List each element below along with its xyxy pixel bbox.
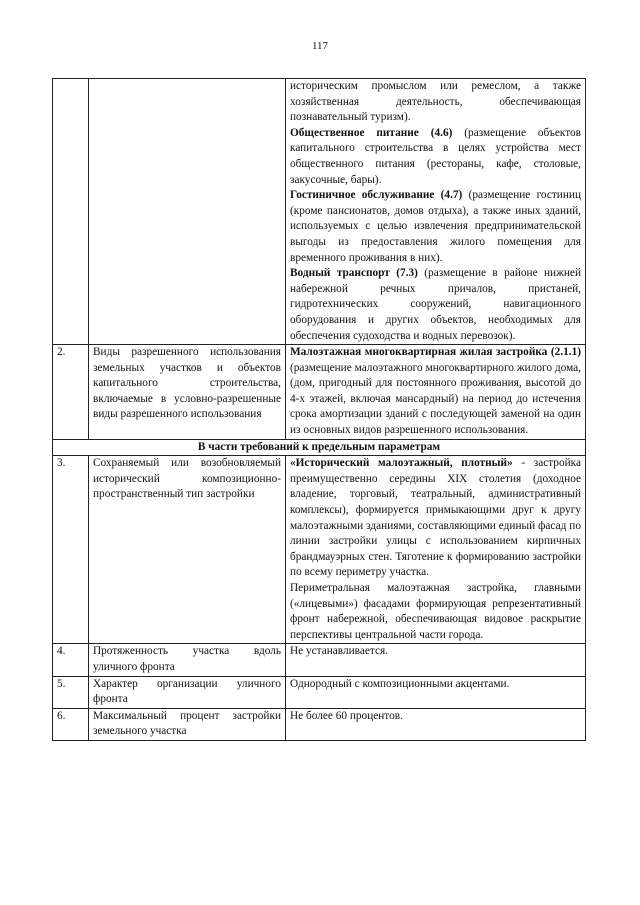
row-description: Не более 60 процентов. [286,708,586,740]
row-number: 3. [53,456,89,644]
table-row [53,644,586,676]
paragraph: историческим промыслом или ремеслом, а также хозяйственная деятельность, обеспечивающая познавательный туризм). [290,80,581,124]
row-name: Виды разрешенного использования земельных участков и объектов капитального строительства, включаемые в условно-разрешенные виды разрешенного использования [89,345,286,440]
section-heading: В части требований к предельным параметрам [53,439,586,456]
bold-term: «Исторический малоэтажный, плотный» [290,457,513,470]
requirements-table [52,78,586,741]
term-text: (размещение объектов капитального строительства в целях устройства мест общественного питания (рестораны, кафе, столовые, закусочные, бары). [290,126,581,186]
table-row [53,79,586,345]
row-description [286,345,586,440]
term-text: (размещение малоэтажного многоквартирного жилого дома, (дом, пригодный для постоянного проживания, высотой до 4-х этажей, включая мансардный) на период до истечения срока амортизации зданий с последующей заменой на один из основных видов разрешенного использования. [290,361,581,437]
row-number: 2. [53,345,89,440]
table-row [53,676,586,708]
row-number [53,79,89,345]
bold-term: Водный транспорт (7.3) [290,267,418,280]
row-name: Характер организации уличного фронта [89,676,286,708]
row-name [89,79,286,345]
term-text: (размещение в районе нижней набережной речных причалов, пристаней, гидротехнических сооружений, навигационного оборудования и других объектов, необходимых для обеспечения судоходства и водных перевозок). [290,267,581,342]
row-number: 4. [53,644,89,676]
paragraph [290,266,581,344]
row-name: Максимальный процент застройки земельного участка [89,708,286,740]
term-text: (размещение гостиниц (кроме пансионатов, домов отдыха), а также иных зданий, используемых с целью извлечения предпринимательской выгоды из предоставления жилого помещения для временного проживания в них). [290,189,581,264]
bold-term: Гостиничное обслуживание (4.7) [290,189,463,202]
bold-term: Малоэтажная многоквартирная жилая застройка (2.1.1) [290,346,581,359]
table-row [53,708,586,740]
paragraph [290,456,581,581]
row-description [286,456,586,644]
row-number: 5. [53,676,89,708]
paragraph [290,126,581,188]
row-name: Сохраняемый или возобновляемый исторический композиционно-пространственный тип застройки [89,456,286,644]
row-name: Протяженность участка вдоль уличного фронта [89,644,286,676]
row-description [286,79,586,345]
row-number: 6. [53,708,89,740]
row-description: Однородный с композиционными акцентами. [286,676,586,708]
table-row [53,345,586,440]
row-description: Не устанавливается. [286,644,586,676]
bold-term: Общественное питание (4.6) [290,126,453,139]
table-row [53,456,586,644]
paragraph: Периметральная малоэтажная застройка, главными («лицевыми») фасадами формирующая репрезентативный фронт набережной, обеспечивающая видовое раскрытие перспективы центральной части города. [290,582,581,641]
page-number: 117 [311,40,329,52]
section-heading-row [53,439,586,456]
paragraph [290,188,581,266]
paragraph [290,345,581,439]
term-text: - застройка преимущественно середины XIX столетия (доходное владение, торговый, театральный, административный комплексы), формируется примыкающими друг к другу малоэтажными зданиями, составляющими единый фасад по линии застройки улицы с использованием кирпичных брандмауэрных стен. Тяготение к формированию застройки по всему периметру участка. [290,457,581,579]
